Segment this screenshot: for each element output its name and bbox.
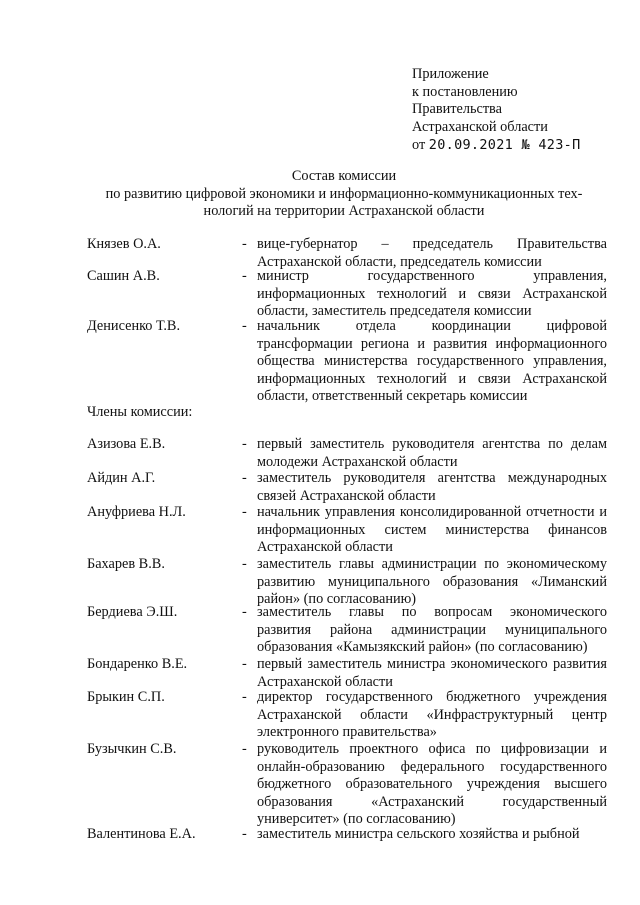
member-role: руководитель проектного офиса по цифровизации и онлайн-образованию федерального государственного бюджетного образовательного учреждения высшего образования «Астраханский государственный университет» (по согласованию) [257, 741, 607, 827]
member-name: Бахарев В.В. [87, 556, 165, 572]
dash: - [242, 656, 247, 672]
member-role: заместитель главы по вопросам экономического развития района администрации муниципального образования «Камызякский район» (по согласованию) [257, 604, 607, 655]
member-name: Айдин А.Г. [87, 470, 156, 486]
member-role: первый заместитель министра экономического развития Астраханской области [257, 656, 607, 690]
appendix-line: Приложение [412, 66, 489, 82]
appendix-block [412, 66, 581, 155]
dash: - [242, 268, 247, 284]
date-stamp: 20.09.2021 № 423-П [428, 136, 581, 153]
dash: - [242, 504, 247, 520]
member-name: Валентинова Е.А. [87, 826, 196, 842]
member-role: первый заместитель руководителя агентства по делам молодежи Астраханской области [257, 436, 607, 470]
appendix-line: Правительства [412, 101, 502, 118]
members-heading: Члены комиссии: [87, 404, 193, 420]
dash: - [242, 826, 247, 842]
dash: - [242, 689, 247, 705]
member-name: Денисенко Т.В. [87, 318, 181, 334]
member-role: начальник управления консолидированной отчетности и информационных систем министерства финансов Астраханской области [257, 504, 607, 555]
appendix-line: Астраханской области [412, 119, 548, 136]
dash: - [242, 556, 247, 572]
member-name: Ануфриева Н.Л. [87, 504, 186, 520]
member-name: Бузычкин С.В. [87, 741, 177, 757]
member-role: заместитель руководителя агентства международных связей Астраханской области [257, 470, 607, 504]
date-prefix: от [412, 136, 426, 153]
appendix-line: к постановлению [412, 83, 518, 100]
member-name: Сашин А.В. [87, 268, 160, 284]
member-role: директор государственного бюджетного учреждения Астраханской области «Инфраструктурный центр электронного правительства» [257, 689, 607, 740]
dash: - [242, 741, 247, 757]
member-role: министр государственного управления, информационных технологий и связи Астраханской области, заместитель председателя комиссии [257, 268, 607, 319]
title-line: по развитию цифровой экономики и информационно-коммуникационных тех- [105, 185, 583, 202]
member-name: Бердиева Э.Ш. [87, 604, 178, 620]
member-name: Князев О.А. [87, 236, 161, 252]
member-role: заместитель главы администрации по экономическому развитию муниципального образования «Лиманский район» (по согласованию) [257, 556, 607, 607]
member-name: Бондаренко В.Е. [87, 656, 188, 672]
title-line: нологий на территории Астраханской области [203, 203, 485, 219]
member-name: Азизова Е.В. [87, 436, 166, 452]
member-role: заместитель министра сельского хозяйства и рыбной [257, 826, 580, 842]
appendix-date [412, 137, 581, 155]
title-line: Состав комиссии [291, 168, 397, 184]
member-role: начальник отдела координации цифровой трансформации региона и развития информационного общества министерства государственного управления, информационных технологий и связи Астраханской области, ответственный секретарь комиссии [257, 318, 607, 404]
member-role: вице-губернатор – председатель Правительства Астраханской области, председатель комиссии [257, 236, 607, 270]
member-name: Брыкин С.П. [87, 689, 165, 705]
dash: - [242, 236, 247, 252]
dash: - [242, 436, 247, 452]
dash: - [242, 318, 247, 334]
dash: - [242, 470, 247, 486]
document-title [80, 168, 608, 221]
dash: - [242, 604, 247, 620]
